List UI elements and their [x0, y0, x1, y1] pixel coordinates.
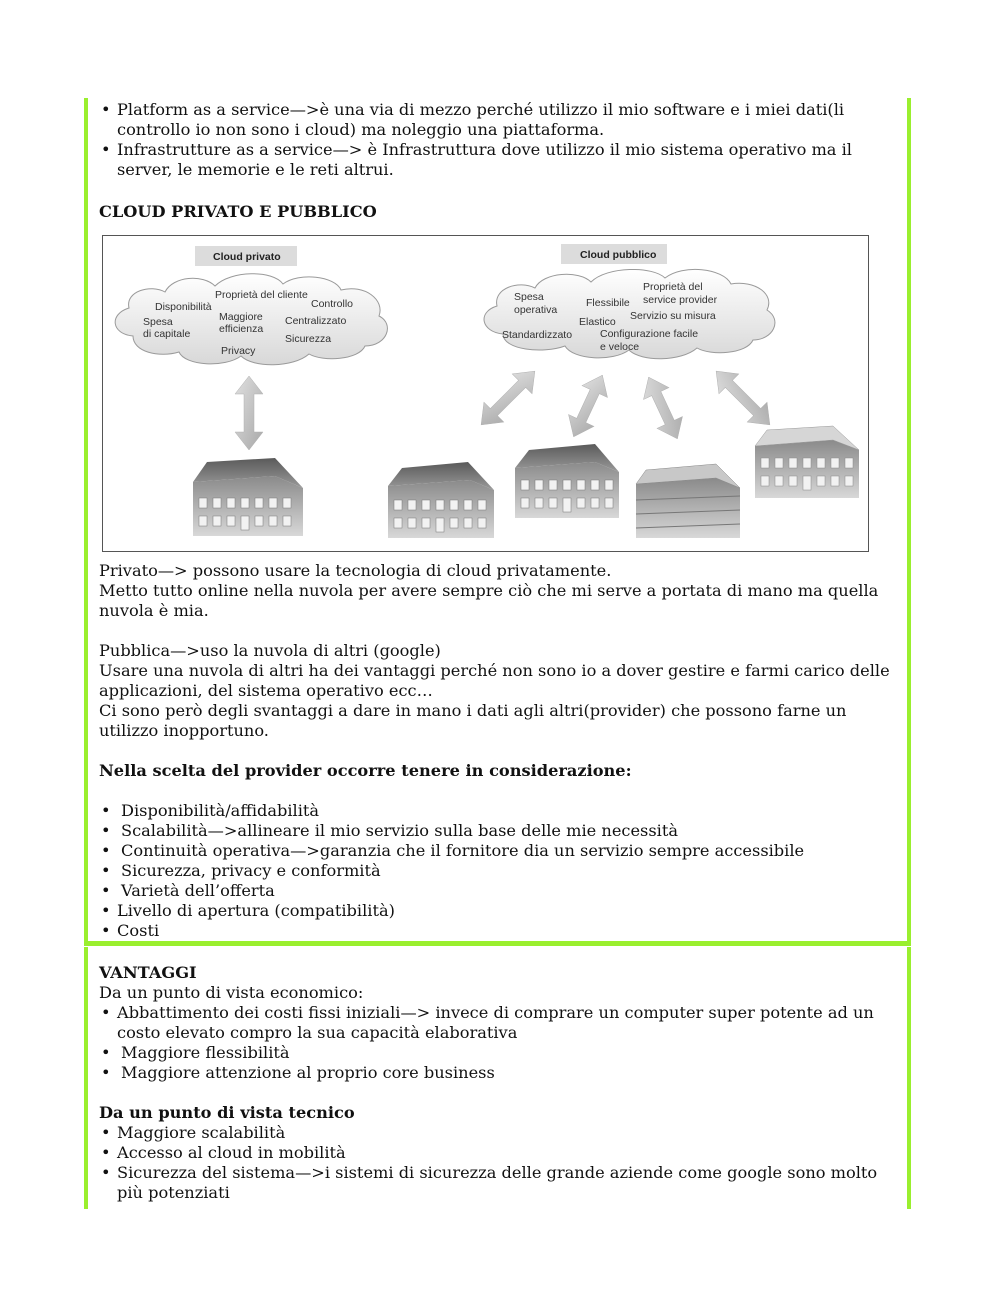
list-item: • Varietà dell’offerta: [99, 881, 899, 901]
list-item: • Costi: [99, 921, 899, 941]
public-term: Servizio su misura: [630, 310, 716, 322]
double-arrow-icon: [235, 376, 263, 450]
service-model-list: [99, 100, 899, 180]
list-item: • Maggiore attenzione al proprio core business: [99, 1063, 899, 1083]
private-line: Privato—> possono usare la tecnologia di cloud privatamente.: [99, 561, 612, 580]
list-item: • Livello di apertura (compatibilità): [99, 901, 899, 921]
public-cloud-title: Cloud pubblico: [580, 249, 657, 261]
economic-list: [99, 1003, 899, 1083]
public-line: Ci sono però degli svantaggi a dare in mano i dati agli altri(provider) che possono farne un utilizzo inopportuno.: [99, 701, 847, 740]
double-arrow-icon: [706, 361, 780, 435]
list-item: • Abbattimento dei costi fissi iniziali—> invece di comprare un computer super potente ad un costo elevato compro la sua capacità elaborativa: [99, 1003, 899, 1043]
public-line: Usare una nuvola di altri ha dei vantaggi perché non sono io a dover gestire e farmi carico delle applicazioni, del sistema operativo ecc…: [99, 661, 890, 700]
technical-heading: Da un punto di vista tecnico: [99, 1103, 355, 1122]
list-item: • Infrastrutture as a service—> è Infrastruttura dove utilizzo il mio sistema operativo ma il server, le memorie e le reti altrui.: [99, 140, 899, 180]
double-arrow-icon: [471, 361, 545, 435]
private-term: di capitale: [143, 328, 191, 340]
private-term: Disponibilità: [155, 301, 212, 313]
building-icon: [755, 426, 859, 498]
public-term: Elastico: [579, 316, 616, 328]
list-item: • Disponibilità/affidabilità: [99, 801, 899, 821]
advantages-title: VANTAGGI: [99, 963, 197, 982]
cloud-section-title: CLOUD PRIVATO E PUBBLICO: [99, 202, 377, 221]
provider-heading: Nella scelta del provider occorre tenere in considerazione:: [99, 761, 632, 780]
technical-list: [99, 1123, 899, 1203]
building-icon: [636, 464, 740, 538]
list-item: • Continuità operativa—>garanzia che il fornitore dia un servizio sempre accessibile: [99, 841, 899, 861]
list-item: • Accesso al cloud in mobilità: [99, 1143, 899, 1163]
advantages-section: [99, 963, 899, 1203]
private-line: Metto tutto online nella nuvola per avere sempre ciò che mi serve a portata di mano ma quella nuvola è mia.: [99, 581, 879, 620]
public-term: e veloce: [600, 341, 640, 353]
public-line: Pubblica—>uso la nuvola di altri (google): [99, 641, 441, 660]
cloud-explanation: [99, 561, 899, 941]
private-term: Proprietà del cliente: [215, 289, 308, 301]
cloud-diagram-svg: [103, 236, 867, 550]
economic-intro: Da un punto di vista economico:: [99, 983, 364, 1002]
cloud-diagram: [102, 235, 869, 552]
private-term: Privacy: [221, 345, 256, 357]
double-arrow-icon: [636, 371, 690, 444]
double-arrow-icon: [561, 369, 615, 442]
provider-criteria-list: [99, 801, 899, 941]
public-term: Spesa: [514, 291, 544, 303]
top-section: [99, 100, 899, 180]
list-item: • Sicurezza del sistema—>i sistemi di sicurezza delle grande aziende come google sono molto più potenziati: [99, 1163, 899, 1203]
public-term: Flessibile: [586, 297, 630, 309]
private-term: Spesa: [143, 316, 173, 328]
building-icon: [515, 444, 619, 518]
public-term: Configurazione facile: [600, 328, 699, 340]
list-item: • Maggiore flessibilità: [99, 1043, 899, 1063]
public-term: Standardizzato: [502, 329, 573, 341]
public-term: service provider: [643, 294, 718, 306]
building-icon: [388, 462, 494, 538]
public-term: Proprietà del: [643, 281, 703, 293]
list-item: • Maggiore scalabilità: [99, 1123, 899, 1143]
private-term: efficienza: [219, 323, 264, 335]
private-term: Controllo: [311, 298, 354, 310]
private-cloud-title: Cloud privato: [213, 251, 281, 263]
private-term: Centralizzato: [285, 315, 347, 327]
private-term: Sicurezza: [285, 333, 332, 345]
list-item: • Sicurezza, privacy e conformità: [99, 861, 899, 881]
building-icon: [193, 458, 303, 536]
list-item: • Scalabilità—>allineare il mio servizio sulla base delle mie necessità: [99, 821, 899, 841]
public-term: operativa: [514, 304, 558, 316]
private-term: Maggiore: [219, 311, 263, 323]
list-item: • Platform as a service—>è una via di mezzo perché utilizzo il mio software e i miei dati(li controllo io non sono i cloud) ma noleggio una piattaforma.: [99, 100, 899, 140]
